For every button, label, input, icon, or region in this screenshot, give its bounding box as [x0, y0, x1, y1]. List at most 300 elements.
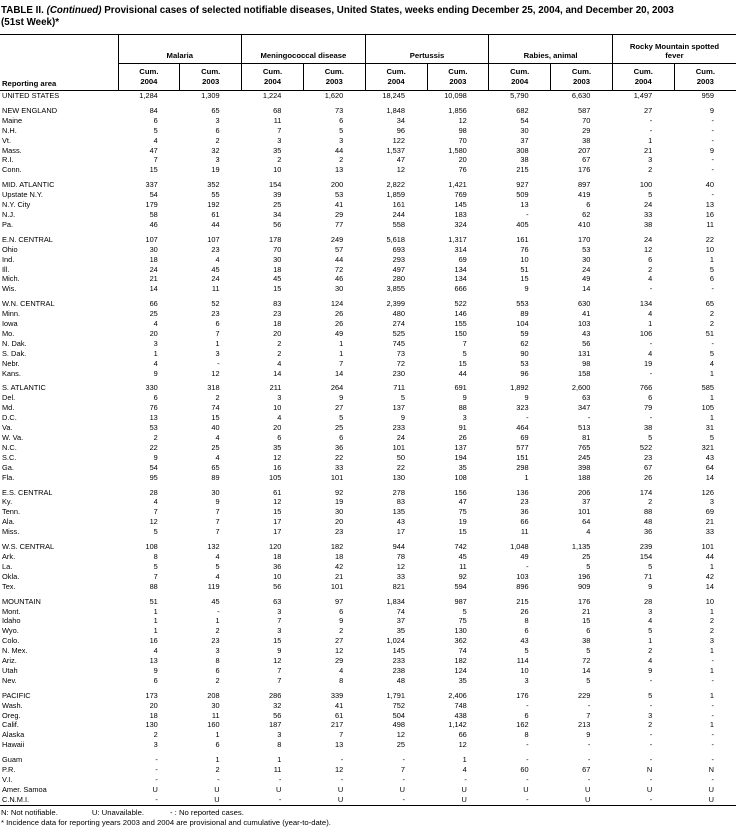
- value-cell: 4: [215, 254, 220, 264]
- value-cell: 12: [273, 497, 282, 507]
- value-cell: 15: [520, 274, 529, 284]
- table-row: [0, 359, 736, 369]
- group-header-malaria: Malaria: [118, 35, 242, 64]
- value-cell: -: [711, 135, 714, 145]
- reporting-area-cell: Tenn.: [2, 507, 21, 517]
- value-cell: 3: [648, 155, 653, 165]
- table-row: [0, 765, 736, 775]
- value-cell: 35: [273, 442, 282, 452]
- value-cell: 233: [392, 656, 405, 666]
- value-cell: 7: [586, 710, 591, 720]
- value-cell: 120: [269, 542, 282, 552]
- value-cell: -: [649, 700, 653, 710]
- value-cell: 1: [709, 606, 714, 616]
- value-cell: -: [464, 775, 467, 784]
- value-cell: 124: [330, 299, 344, 309]
- value-cell: 12: [211, 368, 220, 378]
- value-cell: 28: [643, 596, 653, 606]
- value-cell: 3: [153, 740, 158, 750]
- value-cell: 19: [458, 517, 467, 527]
- value-cell: 14: [705, 472, 714, 482]
- value-cell: -: [526, 561, 529, 571]
- value-cell: -: [649, 338, 653, 348]
- value-cell: U: [646, 784, 653, 794]
- value-cell: 103: [578, 319, 591, 329]
- value-cell: 6: [709, 274, 714, 284]
- value-cell: 497: [392, 264, 405, 274]
- value-cell: 321: [701, 442, 714, 452]
- value-cell: 15: [458, 358, 467, 368]
- value-cell: -: [711, 775, 714, 784]
- reporting-area-cell: P.R.: [2, 765, 16, 775]
- value-cell: 12: [273, 656, 282, 666]
- value-cell: -: [155, 775, 158, 784]
- value-cell: 987: [454, 596, 467, 606]
- reporting-area-cell: Ind.: [2, 254, 15, 264]
- value-cell: 2,399: [386, 299, 405, 309]
- value-cell: 2: [648, 720, 653, 730]
- value-cell: 6: [648, 393, 653, 403]
- value-cell: 14: [705, 581, 714, 591]
- value-cell: 44: [458, 368, 467, 378]
- value-cell: 48: [396, 675, 405, 685]
- value-cell: 959: [701, 91, 714, 100]
- value-cell: 25: [334, 423, 344, 433]
- value-cell: -: [278, 794, 282, 804]
- value-cell: 12: [334, 646, 344, 656]
- value-cell: 20: [334, 517, 344, 527]
- value-cell: -: [649, 125, 653, 135]
- value-cell: 20: [273, 423, 282, 433]
- value-cell: 65: [211, 105, 220, 115]
- value-cell: 249: [330, 234, 344, 244]
- reporting-area-cell: La.: [2, 561, 13, 571]
- value-cell: U: [152, 784, 158, 794]
- value-cell: 9: [709, 145, 714, 155]
- value-cell: 67: [643, 462, 653, 472]
- value-cell: -: [711, 155, 714, 165]
- value-cell: 480: [392, 309, 405, 319]
- value-cell: 13: [520, 200, 529, 210]
- value-cell: 39: [273, 190, 282, 200]
- value-cell: 1: [709, 368, 714, 378]
- value-cell: 558: [392, 219, 405, 229]
- value-cell: 208: [207, 690, 220, 700]
- value-cell: 40: [211, 423, 220, 433]
- table-row: [0, 339, 736, 349]
- reporting-area-cell: Conn.: [2, 165, 22, 175]
- value-cell: -: [711, 165, 714, 175]
- value-cell: 18: [273, 319, 282, 329]
- value-cell: 69: [705, 507, 714, 517]
- value-cell: -: [278, 775, 282, 784]
- reporting-area-cell: Idaho: [2, 616, 21, 626]
- value-cell: 318: [207, 383, 220, 393]
- table-row: [0, 255, 736, 265]
- value-cell: 100: [639, 180, 653, 190]
- value-cell: 161: [516, 234, 529, 244]
- value-cell: 7: [339, 358, 344, 368]
- value-cell: 108: [454, 472, 467, 482]
- value-cell: 26: [334, 309, 344, 319]
- table-row: [0, 740, 736, 750]
- value-cell: 101: [578, 507, 591, 517]
- value-cell: 51: [705, 328, 714, 338]
- value-cell: 6,630: [571, 91, 591, 100]
- value-cell: -: [340, 775, 344, 784]
- table-row: [0, 284, 736, 294]
- table-row: [0, 423, 736, 433]
- value-cell: 176: [578, 165, 591, 175]
- value-cell: 28: [149, 487, 158, 497]
- value-cell: 36: [520, 507, 529, 517]
- value-cell: 61: [211, 209, 220, 219]
- value-cell: 200: [330, 180, 344, 190]
- value-cell: 20: [458, 155, 467, 165]
- value-cell: 30: [149, 244, 158, 254]
- reporting-area-cell: S. Dak.: [2, 348, 27, 358]
- value-cell: 10: [520, 665, 529, 675]
- value-cell: 3: [277, 730, 282, 740]
- reporting-area-cell: Ga.: [2, 462, 14, 472]
- value-cell: 158: [578, 368, 591, 378]
- value-cell: 1,848: [386, 105, 405, 115]
- value-cell: 95: [149, 472, 158, 482]
- value-cell: 83: [396, 497, 405, 507]
- value-cell: 1: [215, 755, 220, 765]
- value-cell: 65: [211, 462, 220, 472]
- footnotes: [0, 806, 736, 828]
- reporting-area-cell: Wyo.: [2, 626, 19, 636]
- value-cell: 5,790: [510, 91, 529, 100]
- value-cell: 2: [648, 646, 653, 656]
- value-cell: 1,024: [386, 636, 405, 646]
- value-cell: 38: [643, 423, 653, 433]
- value-cell: 4: [215, 551, 220, 561]
- value-cell: 151: [516, 452, 529, 462]
- value-cell: 75: [458, 616, 467, 626]
- value-cell: 43: [582, 328, 591, 338]
- value-cell: 53: [334, 190, 344, 200]
- table-row: [0, 91, 736, 101]
- value-cell: 27: [334, 636, 344, 646]
- value-cell: 5: [586, 561, 591, 571]
- value-cell: 44: [705, 551, 714, 561]
- reporting-area-cell: Hawaii: [2, 740, 25, 750]
- value-cell: U: [585, 784, 591, 794]
- value-cell: 74: [396, 606, 405, 616]
- value-cell: 4: [153, 646, 158, 656]
- value-cell: 2: [709, 319, 714, 329]
- reporting-area-cell: Ariz.: [2, 656, 17, 666]
- table-row: [0, 210, 736, 220]
- value-cell: 4: [277, 358, 282, 368]
- value-cell: -: [155, 765, 158, 775]
- value-cell: 278: [392, 487, 405, 497]
- value-cell: 5: [648, 190, 653, 200]
- value-cell: 18: [149, 254, 158, 264]
- value-cell: 525: [392, 328, 405, 338]
- value-cell: 2: [648, 497, 653, 507]
- table-row: [0, 106, 736, 116]
- reporting-area-cell: Calif.: [2, 720, 19, 730]
- value-cell: U: [708, 794, 714, 804]
- value-cell: 1: [709, 561, 714, 571]
- value-cell: 74: [211, 403, 220, 413]
- value-cell: 176: [516, 690, 529, 700]
- value-cell: 62: [520, 338, 529, 348]
- cum-year-header: Cum. 2004: [242, 64, 304, 91]
- value-cell: -: [587, 740, 591, 750]
- value-cell: 15: [211, 413, 220, 423]
- reporting-area-cell: Nev.: [2, 675, 17, 685]
- value-cell: 504: [392, 710, 405, 720]
- table-row: [0, 349, 736, 359]
- value-cell: 1: [709, 413, 714, 423]
- value-cell: 5: [709, 433, 714, 442]
- value-cell: 69: [520, 433, 529, 442]
- value-cell: 12: [149, 517, 158, 527]
- cum-year-header: Cum. 2004: [118, 64, 180, 91]
- value-cell: 9: [709, 105, 714, 115]
- value-cell: 56: [582, 338, 591, 348]
- cum-year-header: Cum. 2004: [612, 64, 674, 91]
- value-cell: 76: [458, 165, 467, 175]
- value-cell: 101: [330, 472, 344, 482]
- value-cell: 3: [215, 646, 220, 656]
- reporting-area-cell: NEW ENGLAND: [2, 105, 58, 115]
- value-cell: 79: [643, 403, 653, 413]
- value-cell: 2: [709, 309, 714, 319]
- value-cell: 1: [709, 646, 714, 656]
- value-cell: 182: [330, 542, 344, 552]
- value-cell: 14: [582, 665, 591, 675]
- value-cell: 47: [149, 145, 158, 155]
- value-cell: 12: [396, 561, 405, 571]
- value-cell: 192: [207, 200, 220, 210]
- value-cell: 9: [648, 581, 653, 591]
- value-cell: 88: [643, 507, 653, 517]
- value-cell: 711: [393, 383, 405, 393]
- value-cell: 239: [639, 542, 653, 552]
- reporting-area-cell: C.N.M.I.: [2, 794, 30, 804]
- value-cell: 20: [149, 700, 158, 710]
- value-cell: 323: [516, 403, 529, 413]
- value-cell: 32: [211, 145, 220, 155]
- value-cell: 5,618: [386, 234, 405, 244]
- value-cell: 1,580: [448, 145, 467, 155]
- value-cell: 30: [582, 254, 591, 264]
- reporting-area-cell: Va.: [2, 423, 13, 433]
- value-cell: 18: [334, 551, 344, 561]
- reporting-area-cell: S. ATLANTIC: [2, 383, 46, 393]
- value-cell: 25: [273, 200, 282, 210]
- value-cell: U: [585, 794, 591, 804]
- value-cell: -: [587, 413, 591, 423]
- value-cell: 3: [524, 675, 529, 685]
- reporting-area-cell: Pa.: [2, 219, 14, 229]
- value-cell: 213: [578, 720, 591, 730]
- value-cell: -: [711, 125, 714, 135]
- value-cell: 45: [273, 274, 282, 284]
- value-cell: 405: [516, 219, 529, 229]
- value-cell: 1,142: [448, 720, 467, 730]
- value-cell: 46: [334, 274, 344, 284]
- table-row: [0, 582, 736, 592]
- reporting-area-cell: Mont.: [2, 606, 21, 616]
- reporting-area-cell: R.I.: [2, 155, 14, 165]
- value-cell: -: [526, 209, 529, 219]
- value-cell: 92: [458, 571, 467, 581]
- reporting-area-cell: Wash.: [2, 700, 23, 710]
- value-cell: 1,834: [386, 596, 405, 606]
- value-cell: 41: [334, 700, 344, 710]
- value-cell: 206: [578, 487, 591, 497]
- value-cell: 7: [277, 675, 282, 685]
- value-cell: -: [649, 115, 653, 125]
- value-cell: 54: [149, 462, 158, 472]
- value-cell: 6: [339, 115, 344, 125]
- value-cell: 66: [458, 730, 467, 740]
- reporting-area-cell: Minn.: [2, 309, 21, 319]
- value-cell: 33: [334, 462, 344, 472]
- reporting-area-cell: N.Y. City: [2, 200, 31, 210]
- value-cell: 24: [643, 200, 653, 210]
- table-row: [0, 309, 736, 319]
- cum-year-header: Cum. 2003: [180, 64, 242, 91]
- value-cell: 12: [458, 115, 467, 125]
- value-cell: 215: [516, 165, 529, 175]
- value-cell: 2,822: [386, 180, 405, 190]
- table-row: [0, 453, 736, 463]
- value-cell: 56: [273, 219, 282, 229]
- value-cell: 4: [153, 135, 158, 145]
- value-cell: 25: [149, 309, 158, 319]
- value-cell: 13: [149, 656, 158, 666]
- value-cell: 398: [578, 462, 591, 472]
- value-cell: -: [217, 358, 220, 368]
- value-cell: 9: [277, 646, 282, 656]
- table-row: [0, 507, 736, 517]
- value-cell: 23: [211, 244, 220, 254]
- value-cell: 42: [705, 571, 714, 581]
- value-cell: 54: [149, 190, 158, 200]
- value-cell: 3: [462, 413, 467, 423]
- value-cell: 26: [458, 433, 467, 442]
- value-cell: 2: [339, 155, 344, 165]
- value-cell: 1: [153, 606, 158, 616]
- group-header-meningococcal: Meningococcal disease: [242, 35, 366, 64]
- value-cell: 1: [153, 616, 158, 626]
- table-row: [0, 730, 736, 740]
- value-cell: 927: [516, 180, 529, 190]
- table-row: [0, 146, 736, 156]
- value-cell: U: [337, 784, 344, 794]
- value-cell: 298: [516, 462, 529, 472]
- value-cell: 137: [392, 403, 405, 413]
- value-cell: 2,600: [571, 383, 591, 393]
- value-cell: 55: [211, 190, 220, 200]
- value-cell: 154: [269, 180, 282, 190]
- value-cell: 183: [454, 209, 467, 219]
- value-cell: 4: [648, 309, 653, 319]
- value-cell: 419: [578, 190, 591, 200]
- value-cell: 22: [705, 234, 714, 244]
- value-cell: 9: [400, 413, 405, 423]
- value-cell: 9: [153, 368, 158, 378]
- value-cell: 52: [211, 299, 220, 309]
- value-cell: 11: [211, 710, 220, 720]
- value-cell: 1,224: [262, 91, 282, 100]
- value-cell: 1: [215, 730, 220, 740]
- value-cell: -: [711, 190, 714, 200]
- value-cell: 7: [153, 155, 158, 165]
- value-cell: 61: [273, 487, 282, 497]
- value-cell: 742: [454, 542, 467, 552]
- value-cell: 3: [215, 348, 220, 358]
- value-cell: 11: [273, 115, 282, 125]
- value-cell: U: [337, 794, 344, 804]
- value-cell: 5: [462, 348, 467, 358]
- value-cell: 74: [458, 646, 467, 656]
- table-row: [0, 200, 736, 210]
- value-cell: 498: [392, 720, 405, 730]
- value-cell: 3: [277, 135, 282, 145]
- value-cell: 65: [705, 299, 714, 309]
- value-cell: 76: [520, 244, 529, 254]
- value-cell: 170: [578, 234, 591, 244]
- value-cell: 12: [643, 244, 653, 254]
- value-cell: 3: [277, 626, 282, 636]
- value-cell: 21: [334, 571, 344, 581]
- value-cell: 173: [145, 690, 158, 700]
- value-cell: 130: [145, 720, 158, 730]
- value-cell: 464: [516, 423, 529, 433]
- value-cell: 19: [334, 497, 344, 507]
- table-row: [0, 383, 736, 393]
- value-cell: 101: [330, 581, 344, 591]
- value-cell: 5: [153, 561, 158, 571]
- table-row: [0, 274, 736, 284]
- table-row: [0, 775, 736, 785]
- table-row: [0, 116, 736, 126]
- value-cell: 59: [520, 328, 529, 338]
- value-cell: 286: [269, 690, 282, 700]
- table-row: [0, 626, 736, 636]
- value-cell: 14: [582, 284, 591, 294]
- reporting-area-cell: Okla.: [2, 571, 20, 581]
- value-cell: 522: [454, 299, 467, 309]
- value-cell: 6: [215, 740, 220, 750]
- value-cell: 585: [701, 383, 714, 393]
- value-cell: 1: [709, 665, 714, 675]
- value-cell: 10: [273, 571, 282, 581]
- value-cell: U: [523, 784, 529, 794]
- value-cell: 21: [582, 606, 591, 616]
- value-cell: 8: [277, 740, 282, 750]
- value-cell: 76: [149, 403, 158, 413]
- value-cell: -: [649, 755, 653, 765]
- value-cell: 12: [334, 765, 344, 775]
- reporting-area-header: Reporting area: [0, 35, 118, 91]
- value-cell: 691: [454, 383, 467, 393]
- value-cell: -: [649, 794, 653, 804]
- value-cell: 75: [458, 507, 467, 517]
- value-cell: 3: [339, 135, 344, 145]
- value-cell: 748: [454, 700, 467, 710]
- value-cell: 13: [334, 165, 344, 175]
- value-cell: 522: [639, 442, 653, 452]
